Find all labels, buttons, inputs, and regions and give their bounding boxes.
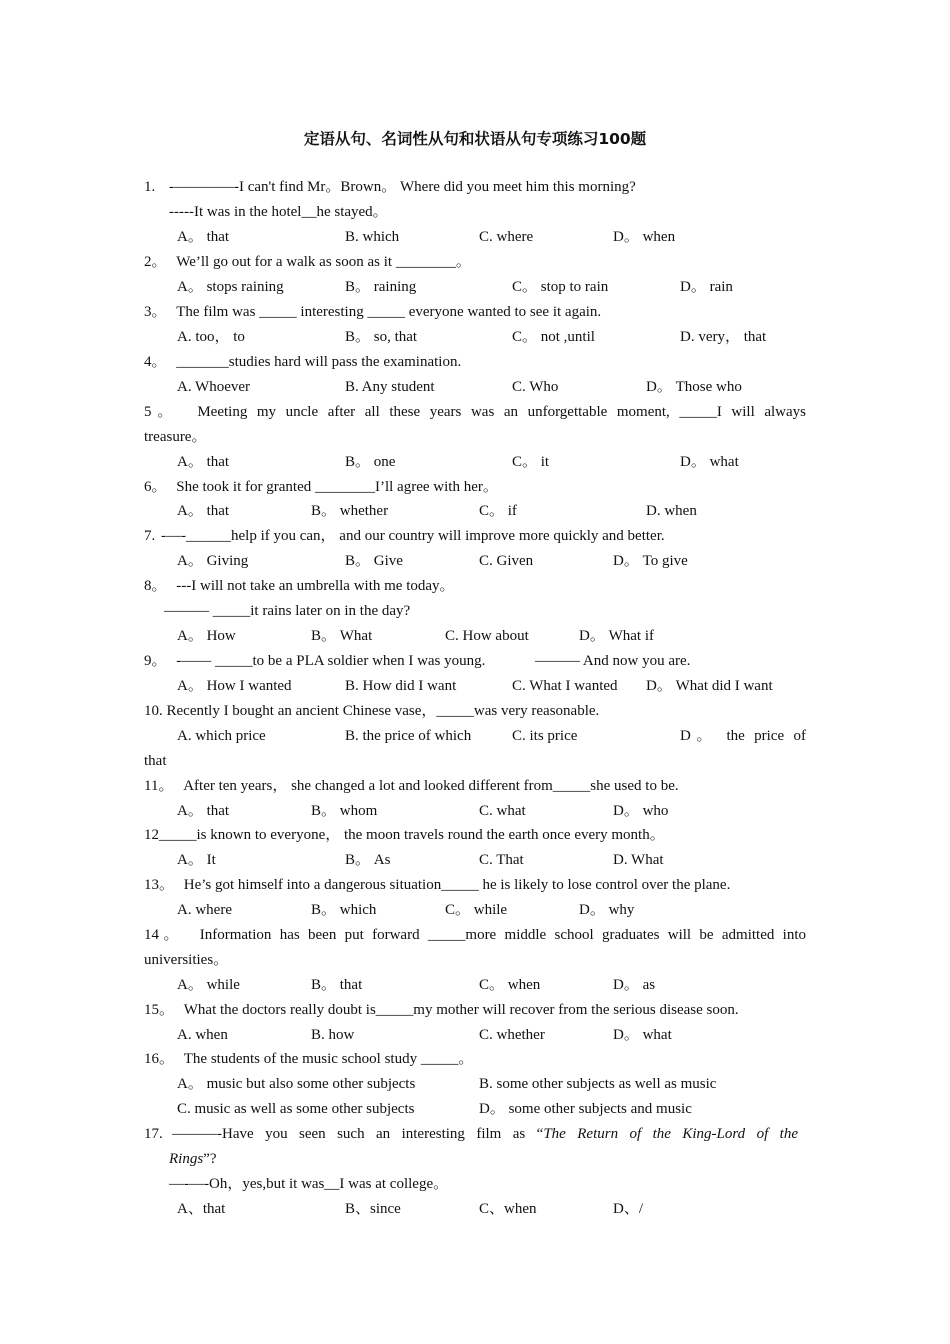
question-number: 13。 [144, 877, 175, 893]
option-a: A。 that [177, 503, 230, 519]
option-d: D. very， that [680, 329, 767, 345]
option-d: D。 Those who [646, 379, 742, 395]
question-number: 2。 [144, 254, 167, 270]
question-17-number: 17. [144, 1126, 163, 1142]
question-number: 1. [144, 179, 156, 195]
option-c: C. whether [479, 1027, 545, 1043]
option-c: C。 while [445, 902, 508, 918]
question-number: 5。 [144, 404, 179, 420]
question-text: The students of the music school study _____。 [183, 1051, 474, 1067]
option-d: D。 as [613, 977, 656, 993]
option-d: D。 What did I want [646, 678, 773, 694]
option-a: A. Whoever [177, 379, 251, 395]
question-12 [144, 825, 665, 845]
question-text: The film was _____ interesting _____ everyone wanted to see it again. [176, 304, 602, 320]
question-text: _______studies hard will pass the examination. [176, 354, 462, 370]
option-c: C. what [479, 803, 526, 819]
option-a: A。 Giving [177, 553, 249, 569]
question-11 [144, 776, 679, 796]
option-c: C. Who [512, 379, 559, 395]
option-c: C. its price [512, 728, 578, 744]
question-number: 9。 [144, 653, 167, 669]
option-c: C。 it [512, 454, 550, 470]
option-b: B、since [345, 1201, 401, 1217]
option-c: C. where [479, 229, 534, 245]
question-text: -—-______help if you can， and our country will improve more quickly and better. [161, 528, 665, 544]
question-1 [144, 177, 636, 197]
question-10 [144, 701, 599, 721]
option-b: B。 that [311, 977, 363, 993]
question-text: He’s got himself into a dangerous situation_____ he is likely to lose control over the plane. [183, 877, 731, 893]
option-b: B。 What [311, 628, 373, 644]
question-9 [144, 651, 485, 671]
option-a: A。 How I wanted [177, 678, 292, 694]
option-a: A、that [177, 1201, 226, 1217]
question-number: 15。 [144, 1002, 175, 1018]
option-d: D。 rain [680, 279, 733, 295]
film-title-end: Rings [169, 1151, 204, 1167]
option-a: A. which price [177, 728, 266, 744]
question-8 [144, 576, 455, 596]
option-c: C. Given [479, 553, 534, 569]
question-number: 8。 [144, 578, 167, 594]
option-c: C. music as well as some other subjects [177, 1101, 415, 1117]
question-text: Information has been put forward _____more middle school graduates will be admitted into [199, 927, 806, 943]
question-number: 4。 [144, 354, 167, 370]
question-text-reply: ——— And now you are. [535, 653, 691, 669]
option-d: D。 why [579, 902, 635, 918]
option-b: B. which [345, 229, 400, 245]
question-text-line: universities。 [144, 952, 229, 968]
question-text-end: ”? [203, 1151, 217, 1167]
option-d: D。 the price of [680, 728, 806, 744]
page-title: 定语从句、名词性从句和状语从句专项练习100题 [303, 130, 647, 148]
option-b: B。 so, that [345, 329, 418, 345]
film-title: The Return of the King-Lord of the [543, 1126, 798, 1142]
option-d: D。 To give [613, 553, 688, 569]
option-b: B。 one [345, 454, 396, 470]
question-text: ———-Have you seen such an interesting film as “ [172, 1126, 544, 1142]
option-c: C. That [479, 852, 524, 868]
option-b: B. Any student [345, 379, 435, 395]
option-d: D。 What if [579, 628, 654, 644]
question-17 [172, 1124, 798, 1144]
question-6 [144, 477, 498, 497]
question-number: 7. [144, 528, 156, 544]
option-c: C。 when [479, 977, 541, 993]
option-b: B。 which [311, 902, 377, 918]
option-a: A. too， to [177, 329, 245, 345]
option-d: D。 what [680, 454, 739, 470]
question-number: 16。 [144, 1051, 175, 1067]
option-c: C。 stop to rain [512, 279, 609, 295]
option-a: A。 How [177, 628, 236, 644]
option-b: B. the price of which [345, 728, 472, 744]
option-b: B. How did I want [345, 678, 457, 694]
question-number: 3。 [144, 304, 167, 320]
question-number: 10. [144, 703, 163, 719]
option-a: A。 music but also some other subjects [177, 1076, 416, 1092]
option-b: B。 As [345, 852, 391, 868]
option-a: A。 It [177, 852, 216, 868]
question-16 [144, 1049, 473, 1069]
question-text-line: treasure。 [144, 429, 207, 445]
question-text: After ten years， she changed a lot and looked different from_____she used to be. [183, 778, 679, 794]
question-number: 11。 [144, 778, 174, 794]
question-text: _____is known to everyone， the moon travels round the earth once every month。 [159, 827, 665, 843]
option-b: B. some other subjects as well as music [479, 1076, 717, 1092]
question-number: 12 [144, 827, 159, 843]
question-text-line: —-—-Oh，yes,but it was__I was at college。 [169, 1176, 449, 1192]
question-text: ---I will not take an umbrella with me today。 [176, 578, 455, 594]
option-d: D。 when [613, 229, 676, 245]
option-b: B. how [311, 1027, 355, 1043]
question-number: 14。 [144, 927, 184, 943]
question-text-line: ——— _____it rains later on in the day? [164, 603, 411, 619]
option-a: A。 that [177, 229, 230, 245]
option-d: D、/ [613, 1201, 644, 1217]
question-5 [144, 402, 806, 422]
question-7 [144, 526, 665, 546]
question-text-line [169, 1149, 217, 1169]
option-b: B。 whether [311, 503, 389, 519]
option-b: B。 whom [311, 803, 378, 819]
option-a: A. when [177, 1027, 228, 1043]
option-d-continued: that [144, 753, 167, 769]
question-14 [144, 925, 806, 945]
question-text: Recently I bought an ancient Chinese vase，_____was very reasonable. [166, 703, 600, 719]
question-number: 6。 [144, 479, 167, 495]
option-c: C。 if [479, 503, 517, 519]
question-13 [144, 875, 730, 895]
option-c: C、when [479, 1201, 537, 1217]
question-4 [144, 352, 461, 372]
option-a: A。 stops raining [177, 279, 284, 295]
question-text: We’ll go out for a walk as soon as it ________。 [176, 254, 471, 270]
question-text: -————-I can't find Mr。Brown。 Where did you meet him this morning? [169, 179, 636, 195]
question-15 [144, 1000, 739, 1020]
option-d: D. What [613, 852, 664, 868]
option-d: D. when [646, 503, 697, 519]
option-a: A。 that [177, 454, 230, 470]
question-text-line: -----It was in the hotel__he stayed。 [169, 204, 388, 220]
option-c: C. What I wanted [512, 678, 618, 694]
question-text: She took it for granted ________I’ll agree with her。 [176, 479, 498, 495]
option-a: A. where [177, 902, 232, 918]
option-b: B。 Give [345, 553, 403, 569]
option-d: D。 what [613, 1027, 672, 1043]
question-text: -—— _____to be a PLA soldier when I was young. [176, 653, 486, 669]
option-c: C. How about [445, 628, 529, 644]
question-2 [144, 252, 471, 272]
option-b: B。 raining [345, 279, 417, 295]
option-a: A。 that [177, 803, 230, 819]
question-text: What the doctors really doubt is_____my mother will recover from the serious disease soon. [183, 1002, 739, 1018]
option-c: C。 not ,until [512, 329, 595, 345]
option-d: D。 some other subjects and music [479, 1101, 692, 1117]
question-text: Meeting my uncle after all these years was an unforgettable moment, _____I will always [197, 404, 806, 420]
option-d: D。 who [613, 803, 669, 819]
question-3 [144, 302, 601, 322]
option-a: A。 while [177, 977, 240, 993]
